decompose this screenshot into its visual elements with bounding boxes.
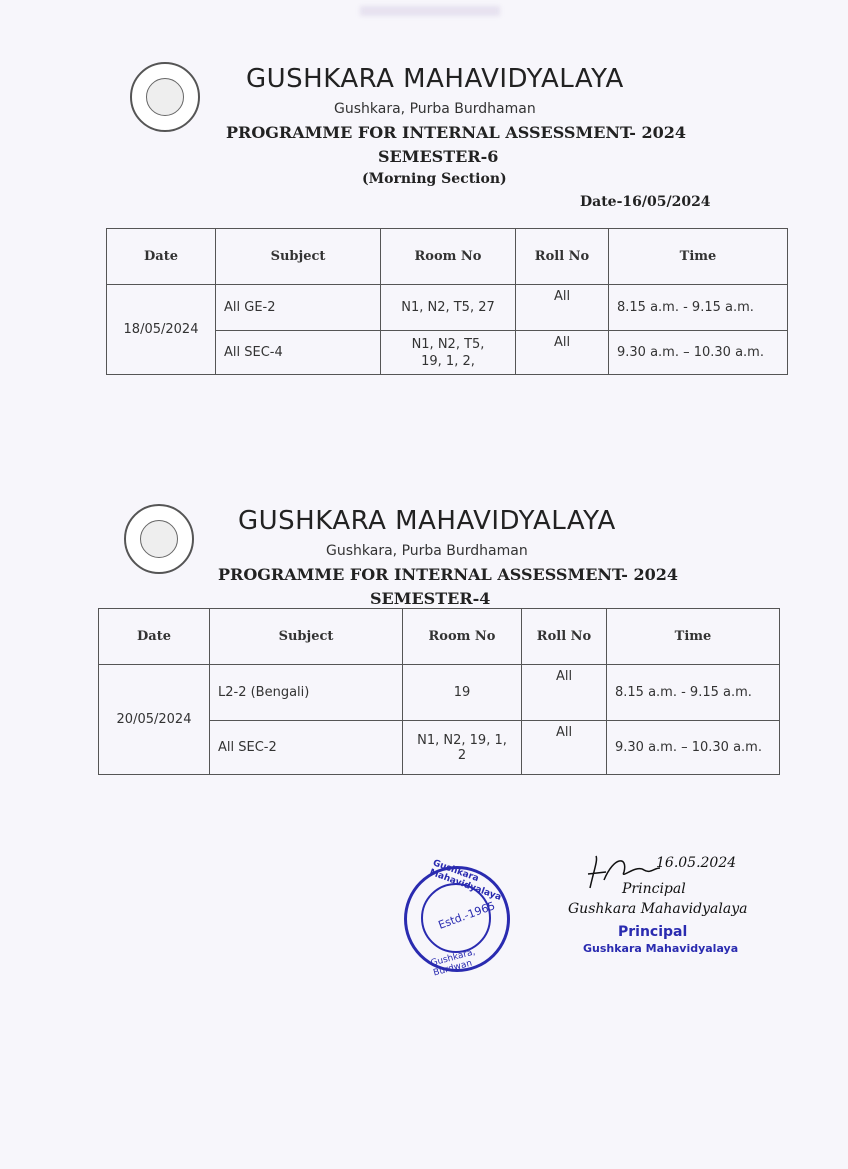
room-cell: 19 <box>403 665 522 721</box>
college-place: Gushkara, Purba Burdhaman <box>334 101 536 117</box>
room-cell: N1, N2, T5, 19, 1, 2, <box>381 331 516 375</box>
college-stamp <box>404 858 510 979</box>
programme-heading: PROGRAMME FOR INTERNAL ASSESSMENT- 2024 <box>226 123 687 142</box>
semester-heading: SEMESTER-6 <box>378 147 499 166</box>
roll-cell: All <box>522 665 607 721</box>
stamp-bottom-text: Gushkara, Burdwan <box>429 947 477 979</box>
header-date: Date <box>99 609 210 665</box>
roll-cell: All <box>522 721 607 775</box>
semester-heading: SEMESTER-4 <box>370 589 491 608</box>
table-header-row <box>107 229 788 285</box>
time-cell: 8.15 a.m. - 9.15 a.m. <box>607 665 780 721</box>
header-date: Date <box>107 229 216 285</box>
subject-cell: All SEC-4 <box>216 331 381 375</box>
header-room: Room No <box>403 609 522 665</box>
room-cell: N1, N2, 19, 1, 2 <box>403 721 522 775</box>
schedule-table-sem6 <box>106 228 788 375</box>
signature-date: 16.05.2024 <box>656 855 737 871</box>
room-cell: N1, N2, T5, 27 <box>381 285 516 331</box>
exam-date: 20/05/2024 <box>99 665 210 775</box>
schedule-table-sem4 <box>98 608 780 775</box>
header-time: Time <box>609 229 788 285</box>
section-heading: (Morning Section) <box>362 171 507 187</box>
college-title: GUSHKARA MAHAVIDYALAYA <box>238 506 616 536</box>
header-room: Room No <box>381 229 516 285</box>
header-subject: Subject <box>216 229 381 285</box>
stamp-center-text: Estd.-1965 <box>436 899 497 932</box>
scan-artifact <box>360 6 500 16</box>
college-logo <box>130 62 200 132</box>
header-time: Time <box>607 609 780 665</box>
exam-date: 18/05/2024 <box>107 285 216 375</box>
signature-role: Principal <box>622 881 686 897</box>
time-cell: 9.30 a.m. – 10.30 a.m. <box>607 721 780 775</box>
header-roll: Roll No <box>522 609 607 665</box>
header-roll: Roll No <box>516 229 609 285</box>
principal-stamp-role: Principal <box>618 924 688 940</box>
time-cell: 8.15 a.m. - 9.15 a.m. <box>609 285 788 331</box>
header-subject: Subject <box>210 609 403 665</box>
table-header-row <box>99 609 780 665</box>
college-logo <box>124 504 194 574</box>
signature-college: Gushkara Mahavidyalaya <box>568 901 748 917</box>
stamp-top-text: Gushkara Mahavidyalaya <box>427 858 503 903</box>
table-row <box>99 665 780 721</box>
roll-cell: All <box>516 285 609 331</box>
college-place: Gushkara, Purba Burdhaman <box>326 543 528 559</box>
notice-date: Date-16/05/2024 <box>580 194 711 210</box>
subject-cell: All SEC-2 <box>210 721 403 775</box>
college-title: GUSHKARA MAHAVIDYALAYA <box>246 64 624 94</box>
subject-cell: All GE-2 <box>216 285 381 331</box>
programme-heading: PROGRAMME FOR INTERNAL ASSESSMENT- 2024 <box>218 565 679 584</box>
subject-cell: L2-2 (Bengali) <box>210 665 403 721</box>
principal-stamp-college: Gushkara Mahavidyalaya <box>583 942 739 955</box>
table-row <box>107 285 788 331</box>
roll-cell: All <box>516 331 609 375</box>
time-cell: 9.30 a.m. – 10.30 a.m. <box>609 331 788 375</box>
